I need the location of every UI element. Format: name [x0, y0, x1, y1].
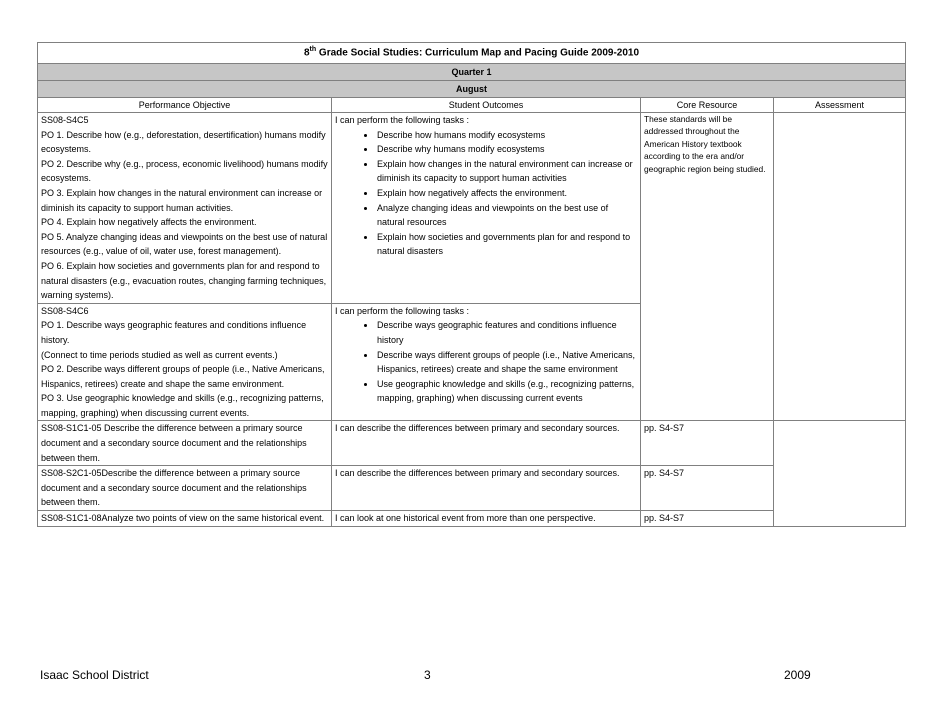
outcome-cell: I can perform the following tasks : • Describe how humans modify ecosystems • Describe why humans modify ecosystems • Explain how changes in the natural environment can increase or diminish its capacity to support human activities • Explain how negatively affects the environment. • Analyze changing ideas and viewpoints on the best use of natural resources • Explain how societies and governments plan for and respond to natural disasters	[332, 113, 641, 304]
header-assessment: Assessment	[774, 98, 906, 113]
header-core-resource: Core Resource	[641, 98, 774, 113]
quarter-row	[38, 64, 906, 81]
outcome-cell: I can describe the differences between primary and secondary sources.	[332, 466, 641, 511]
header-student-outcomes: Student Outcomes	[332, 98, 641, 113]
list-item: • Explain how negatively affects the environment.	[376, 186, 637, 201]
table-row	[38, 113, 906, 304]
outcome-cell: I can look at one historical event from more than one perspective.	[332, 511, 641, 527]
assessment-cell	[774, 421, 906, 526]
month-label: August	[38, 81, 906, 98]
list-item: • Describe how humans modify ecosystems	[376, 128, 637, 143]
assessment-cell	[774, 113, 906, 421]
outcome-cell: I can perform the following tasks : • Describe ways geographic features and conditions influence history • Describe ways different groups of people (i.e., Native Americans, Hispanics, retirees) create and shape the same environment • Use geographic knowledge and skills (e.g., recognizing patterns, mapping, graphing) when discussing current events	[332, 303, 641, 421]
objective-cell: SS08-S1C1-08Analyze two points of view on the same historical event.	[38, 511, 332, 527]
table-row	[38, 421, 906, 466]
title-row	[38, 43, 906, 64]
objective-cell: SS08-S4C5 PO 1. Describe how (e.g., deforestation, desertification) humans modify ecosystems. PO 2. Describe why (e.g., process, economic livelihood) humans modify ecosystems. PO 3. Explain how changes in the natural environment can increase or diminish its capacity to support human activities. PO 4. Explain how negatively affects the environment. PO 5. Analyze changing ideas and viewpoints on the best use of natural resources (e.g., value of oil, water use, forest management). PO 6. Explain how societies and governments plan for and respond to natural disasters (e.g., evacuation routes, changing farming techniques, warning systems).	[38, 113, 332, 304]
month-row	[38, 81, 906, 98]
core-resource-cell: pp. S4-S7	[641, 421, 774, 466]
header-performance-objective: Performance Objective	[38, 98, 332, 113]
list-item: • Describe ways different groups of people (i.e., Native Americans, Hispanics, retirees) create and shape the same environment	[376, 348, 637, 377]
footer-page-number: 3	[424, 668, 431, 682]
outcome-cell: I can describe the differences between primary and secondary sources.	[332, 421, 641, 466]
list-item: • Explain how changes in the natural environment can increase or diminish its capacity to support human activities	[376, 157, 637, 186]
list-item: • Describe ways geographic features and conditions influence history	[376, 318, 637, 347]
footer-year: 2009	[784, 668, 811, 682]
footer-district: Isaac School District	[40, 668, 149, 682]
outcome-list	[335, 318, 637, 406]
outcome-list	[335, 128, 637, 259]
objective-cell: SS08-S4C6 PO 1. Describe ways geographic features and conditions influence history. (Connect to time periods studied as well as current events.) PO 2. Describe ways different groups of people (i.e., Native Americans, Hispanics, retirees) create and shape the same environment. PO 3. Use geographic knowledge and skills (e.g., recognizing patterns, mapping, graphing) when discussing current events.	[38, 303, 332, 421]
list-item: • Explain how societies and governments plan for and respond to natural disasters	[376, 230, 637, 259]
core-resource-cell: These standards will be addressed throughout the American History textbook according to the era and/or geographic region being studied.	[641, 113, 774, 421]
curriculum-table	[37, 42, 906, 527]
header-row	[38, 98, 906, 113]
core-resource-cell: pp. S4-S7	[641, 466, 774, 511]
objective-cell: SS08-S1C1-05 Describe the difference between a primary source document and a secondary source document and the relationships between them.	[38, 421, 332, 466]
list-item: • Describe why humans modify ecosystems	[376, 142, 637, 157]
list-item: • Analyze changing ideas and viewpoints on the best use of natural resources	[376, 201, 637, 230]
quarter-label: Quarter 1	[38, 64, 906, 81]
document-title: 8th Grade Social Studies: Curriculum Map and Pacing Guide 2009-2010	[38, 43, 906, 64]
list-item: • Use geographic knowledge and skills (e.g., recognizing patterns, mapping, graphing) when discussing current events	[376, 377, 637, 406]
core-resource-cell: pp. S4-S7	[641, 511, 774, 527]
objective-cell: SS08-S2C1-05Describe the difference between a primary source document and a secondary source document and the relationships between them.	[38, 466, 332, 511]
